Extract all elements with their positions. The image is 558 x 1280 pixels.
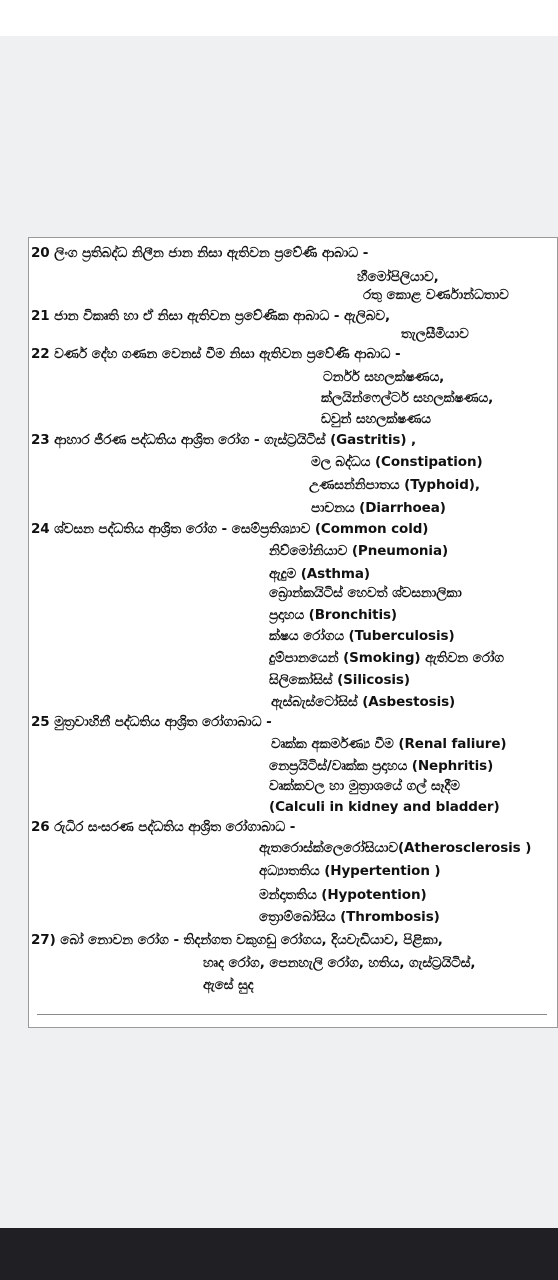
bottom-rule <box>37 1014 547 1015</box>
item-25-line-1: වෘක්ක අකර්මණ්‍ය වීම (Renal faliure) <box>271 736 507 752</box>
item-27-heading: 27) බෝ නොවන රෝග - තිදන්ගත වකුගඩු රෝගය, දියවැඩියාව, පිළිකා, <box>31 932 443 948</box>
item-26-line-2: අධ්‍යාතතිය (Hypertention ) <box>259 863 441 879</box>
item-24-line-3: බ්‍රොන්කයිටිස් හෙවත් ශ්වසනාලිකා <box>269 585 462 601</box>
item-25-line-3: වෘක්කවල හා මුත්‍රාශයේ ගල් සෑදීම <box>269 778 460 794</box>
item-26-line-1: ඇතරොස්ක්ලෙරෝසියාව(Atherosclerosis ) <box>259 840 532 856</box>
item-24-line-2: ඇදුම (Asthma) <box>269 566 370 582</box>
item-24-line-7: සිලිකෝසිස් (Silicosis) <box>269 672 410 688</box>
item-22-heading: 22 වර්ණ දේහ ගණන වෙනස් වීම නිසා ඇතිවන ප්‍රවේණි ආබාධ - <box>31 346 401 362</box>
item-22-line-2: ක්ලයින්ෆෙල්ටර් සහලක්ෂණය, <box>321 390 494 406</box>
item-27-line-1: හෘද රෝග, පෙනහැලි රෝග, හතිය, ගැස්ට්‍රයිටිස්, <box>203 955 476 971</box>
item-25-line-2: නෙප්‍රයිටිස්/වෘක්ක ප්‍රදාහය (Nephritis) <box>269 758 494 774</box>
item-21-heading: 21 ජාන විකෘති හා ඒ නිසා ඇතිවන ප්‍රවේණික ආබාධ - ඇලිබව, <box>31 308 391 324</box>
item-25-line-4: (Calculi in kidney and bladder) <box>269 799 500 815</box>
item-21-line-1: තැලසීමියාව <box>401 326 469 342</box>
item-24-line-1: නිව්මෝනියාව (Pneumonia) <box>269 543 449 559</box>
navigation-bar <box>0 1228 558 1280</box>
item-24-line-5: ක්ෂය රෝගය (Tuberculosis) <box>269 628 455 644</box>
item-22-line-3: ඩවුන් සහලක්ෂණය <box>321 411 431 427</box>
item-24-line-6: දුම්පානයෙන් (Smoking) ඇතිවන රෝග <box>269 650 504 666</box>
item-27-line-2: ඇසේ සුද <box>203 977 254 993</box>
item-26-line-3: මන්දාතතිය (Hypotention) <box>259 887 427 903</box>
document-page <box>28 237 558 1028</box>
item-26-line-4: ත්‍රොම්බෝසිය (Thrombosis) <box>259 909 440 925</box>
status-bar-area <box>0 0 558 36</box>
item-25-heading: 25 මුත්‍රවාහිනී පද්ධතිය ආශ්‍රිත රෝගාබාධ - <box>31 714 272 730</box>
item-23-heading: 23 ආහාර ජීරණ පද්ධතිය ආශ්‍රිත රෝග - ගැස්ට්‍රයිටිස් (Gastritis) , <box>31 432 417 448</box>
item-20-line-2: රතු කොළ වර්ණාන්ධතාව <box>363 287 509 303</box>
item-24-heading: 24 ශ්වසන පද්ධතිය ආශ්‍රිත රෝග - සෙම්ප්‍රතිශ්‍යාව (Common cold) <box>31 521 429 537</box>
item-23-line-1: මල බද්ධය (Constipation) <box>311 454 483 470</box>
item-23-line-2: උණසන්නිපාතය (Typhoid), <box>309 477 480 493</box>
item-20-heading: 20 ලිංග ප්‍රතිබද්ධ නිලීන ජාන නිසා ඇතිවන ප්‍රවේණි ආබාධ - <box>31 245 369 261</box>
item-24-line-4: ප්‍රදාහය (Bronchitis) <box>269 607 397 623</box>
item-24-line-8: ඇස්බැස්ටෝසිස් (Asbestosis) <box>271 694 456 710</box>
item-20-line-1: හීමෝපිලියාව, <box>357 269 439 285</box>
item-22-line-1: ටර්නර් සහලක්ෂණය, <box>323 369 445 385</box>
item-23-line-3: පාචනය (Diarrhoea) <box>311 500 446 516</box>
item-26-heading: 26 රුධිර සංසරණ පද්ධතිය ආශ්‍රිත රෝගාබාධ - <box>31 819 296 835</box>
